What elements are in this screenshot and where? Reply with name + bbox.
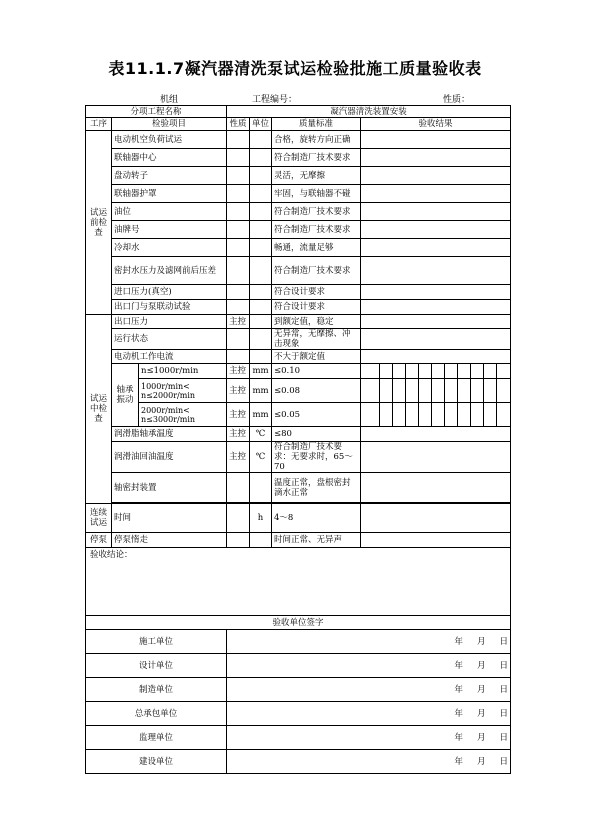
vib-condition: n≤1000r/min	[139, 364, 227, 379]
date-year: 年	[454, 684, 463, 695]
standard-cell: 牢固，与联轴器不碰	[272, 185, 361, 203]
table-row: 电动机工作电流	[112, 350, 227, 364]
date-year: 年	[454, 636, 463, 647]
unit-cell: mm	[250, 364, 272, 379]
nature-cell: 主控	[227, 315, 250, 329]
date-day: 日	[499, 756, 508, 767]
standard-cell: 不大于额定值	[272, 350, 361, 364]
signer-owner: 建设单位	[86, 750, 227, 774]
date-month: 月	[476, 660, 486, 671]
date-day: 日	[499, 636, 508, 647]
standard-cell: 温度正常，盘根密封滴水正常	[272, 473, 361, 503]
standard-cell: 畅通，流量足够	[272, 239, 361, 257]
table-row: 出口压力	[112, 315, 227, 329]
project-no-label: 工程编号：	[252, 95, 298, 105]
standard-cell: ≤0.08	[272, 379, 361, 403]
group-stop: 停泵	[86, 533, 112, 548]
standard-cell: 灵活，无摩擦	[272, 167, 361, 185]
table-row: 运行状态	[112, 329, 227, 350]
standard-cell: 到额定值，稳定	[272, 315, 361, 329]
date-month: 月	[476, 732, 486, 743]
unit-cell: mm	[250, 379, 272, 403]
vib-condition: 1000r/min< n≤2000r/min	[139, 379, 227, 403]
table-row: 密封水压力及滤网前后压差	[112, 257, 227, 285]
table-row: 盘动转子	[112, 167, 227, 185]
unit-cell: mm	[250, 403, 272, 427]
nature-cell: 主控	[227, 379, 250, 403]
standard-cell: ≤80	[272, 427, 361, 442]
inspection-table	[85, 105, 511, 774]
vib-condition: 2000r/min< n≤3000r/min	[139, 403, 227, 427]
standard-cell: 时间正常、无异声	[272, 533, 361, 548]
table-row: 油牌号	[112, 221, 227, 239]
project-name-value: 凝汽器清洗装置安装	[227, 106, 511, 118]
col-unit: 单位	[250, 118, 272, 131]
standard-cell: 符合设计要求	[272, 300, 361, 315]
standard-cell: 符合制造厂技术要求	[272, 203, 361, 221]
standard-cell: 符合制造厂技术要求：无要求时，65～70	[272, 442, 361, 473]
vibration-label: 轴承振动	[112, 364, 139, 427]
col-item: 检验项目	[112, 118, 227, 131]
signer-supervisor: 监理单位	[86, 726, 227, 750]
date-year: 年	[454, 708, 463, 719]
date-day: 日	[499, 732, 508, 743]
col-result: 验收结果	[361, 118, 511, 131]
table-row: 油位	[112, 203, 227, 221]
date-year: 年	[454, 732, 463, 743]
col-nature: 性质	[227, 118, 250, 131]
nature-cell: 主控	[227, 427, 250, 442]
table-row: 电动机空负荷试运	[112, 131, 227, 149]
table-row: 停泵惰走	[112, 533, 227, 548]
standard-cell: 符合设计要求	[272, 285, 361, 300]
date-month: 月	[476, 756, 486, 767]
nature-cell: 主控	[227, 364, 250, 379]
group-pre: 试运前检查	[86, 131, 112, 315]
date-month: 月	[476, 636, 486, 647]
unit-label: 机组	[160, 95, 179, 105]
date-day: 日	[499, 684, 508, 695]
table-row: 时间	[112, 504, 227, 533]
unit-cell: h	[250, 504, 272, 533]
table-row: 联轴器中心	[112, 149, 227, 167]
table-row: 进口压力(真空)	[112, 285, 227, 300]
nature-cell: 主控	[227, 442, 250, 473]
standard-cell: ≤0.05	[272, 403, 361, 427]
table-row: 轴密封装置	[112, 473, 227, 503]
date-day: 日	[499, 708, 508, 719]
standard-cell: 无异常，无摩擦、冲击现象	[272, 329, 361, 350]
date-year: 年	[454, 756, 463, 767]
nature-label: 性质：	[443, 95, 471, 105]
standard-cell: 符合制造厂技术要求	[272, 221, 361, 239]
standard-cell: 符合制造厂技术要求	[272, 149, 361, 167]
signer-design: 设计单位	[86, 654, 227, 678]
standard-cell: 符合制造厂技术要求	[272, 257, 361, 285]
signer-construction: 施工单位	[86, 630, 227, 654]
table-row: 润滑油回油温度	[112, 442, 227, 473]
signer-manufacturer: 制造单位	[86, 678, 227, 702]
sign-title: 验收单位签字	[86, 616, 511, 630]
col-process: 工序	[86, 118, 112, 131]
table-row: 出口门与泵联动试验	[112, 300, 227, 315]
nature-cell: 主控	[227, 403, 250, 427]
standard-cell: ≤0.10	[272, 364, 361, 379]
date-day: 日	[499, 660, 508, 671]
date-year: 年	[454, 660, 463, 671]
table-row: 润滑脂轴承温度	[112, 427, 227, 442]
page-title: 表11.1.7凝汽器清洗泵试运检验批施工质量验收表	[108, 59, 482, 78]
group-continuous: 连续试运	[86, 504, 112, 533]
date-month: 月	[476, 684, 486, 695]
signer-general-contractor: 总承包单位	[86, 702, 227, 726]
table-row: 冷却水	[112, 239, 227, 257]
date-month: 月	[476, 708, 486, 719]
conclusion-label: 验收结论：	[86, 548, 511, 616]
col-standard: 质量标准	[272, 118, 361, 131]
standard-cell: 4～8	[272, 504, 361, 533]
standard-cell: 合格，旋转方向正确	[272, 131, 361, 149]
group-mid: 试运中检查	[86, 315, 112, 504]
table-row: 联轴器护罩	[112, 185, 227, 203]
unit-cell: ℃	[250, 427, 272, 442]
unit-cell: ℃	[250, 442, 272, 473]
project-name-label: 分项工程名称	[86, 106, 227, 118]
